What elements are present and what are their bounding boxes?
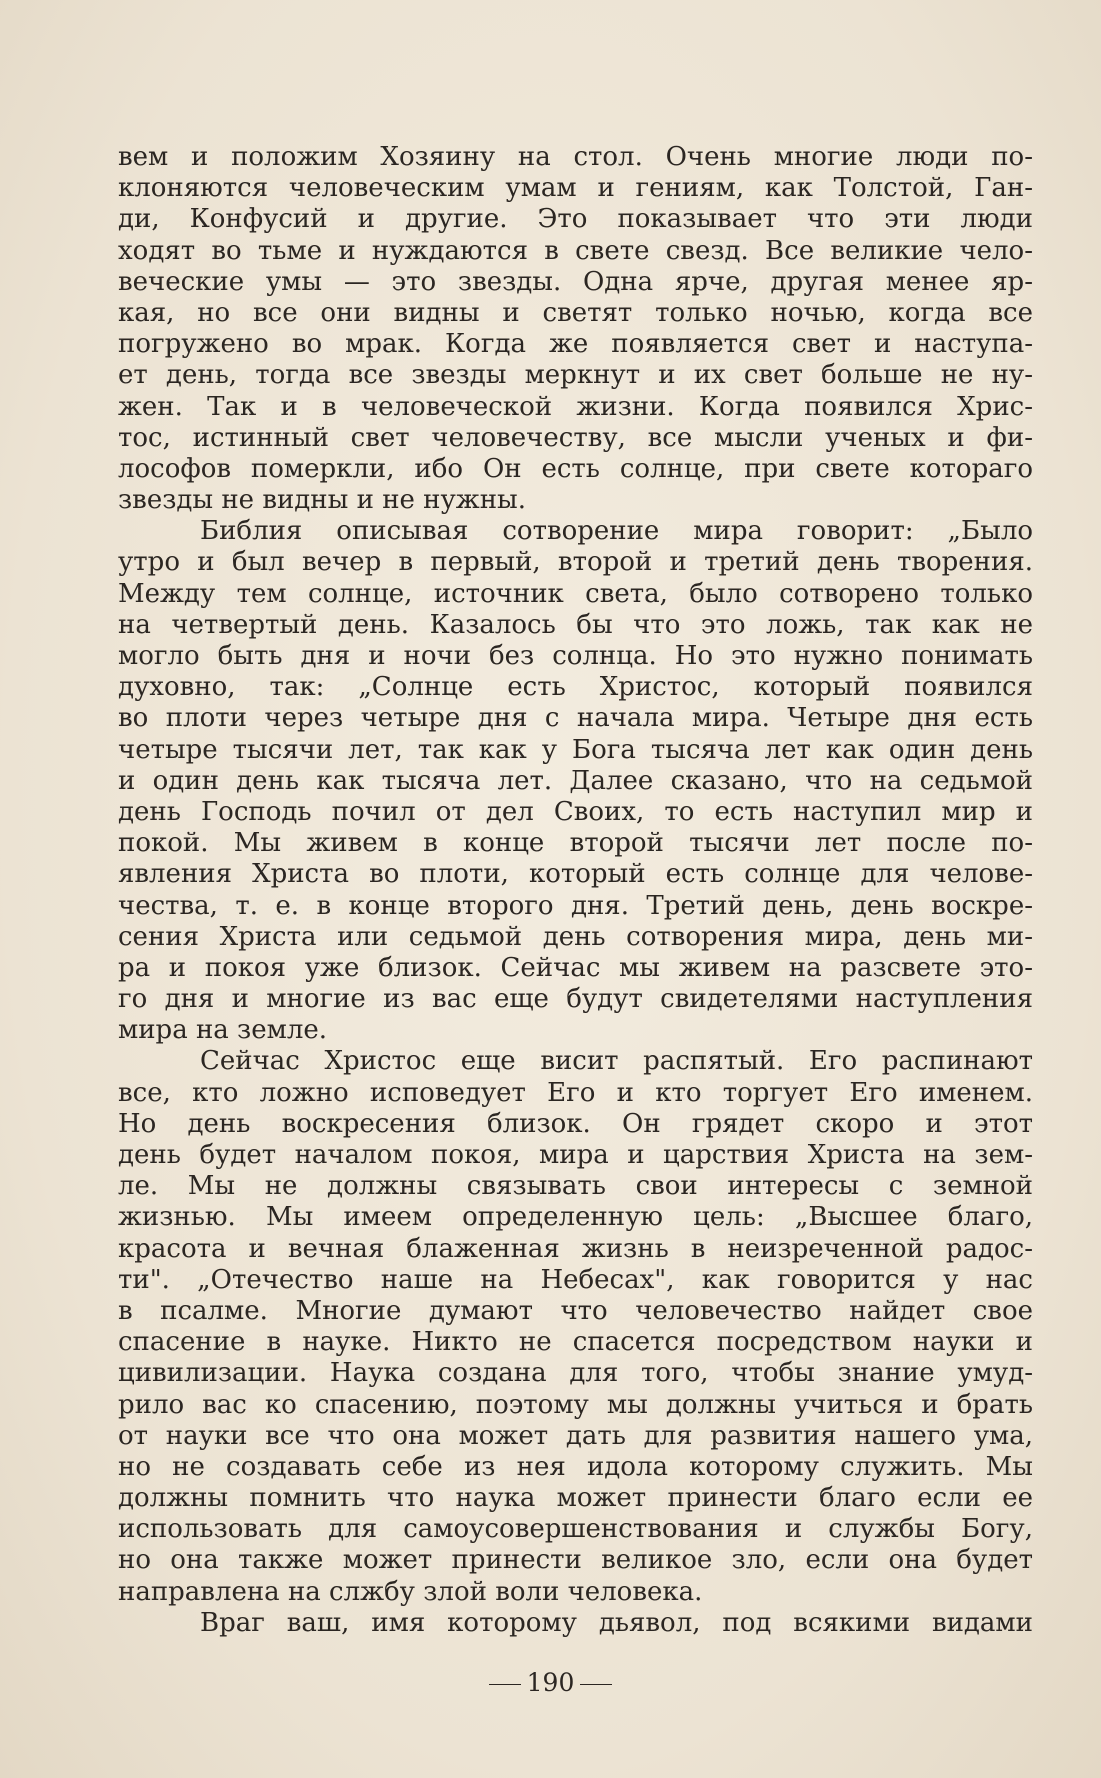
paragraph-start-line: Библия описывая сотворение мира говорит: „Было xyxy=(200,516,1033,547)
text-line: в псалме. Многие думают что человечество найдет свое xyxy=(118,1295,1033,1326)
text-line: направлена на слжбу злой воли человека. xyxy=(118,1576,703,1607)
text-line: клоняются человеческим умам и гениям, как Толстой, Ган- xyxy=(118,173,1033,204)
text-line: ти". „Отечество наше на Небесах", как говорится у нас xyxy=(118,1264,1033,1295)
text-line: погружено во мрак. Когда же появляется свет и наступа- xyxy=(118,329,1033,360)
text-line: спасение в науке. Никто не спасется посредством науки и xyxy=(118,1327,1033,1358)
text-line: цивилизации. Наука создана для того, чтобы знание умуд- xyxy=(118,1358,1033,1389)
text-line: вем и положим Хозяину на стол. Очень многие люди по- xyxy=(118,142,1033,172)
text-line: веческие умы — это звезды. Одна ярче, другая менее яр- xyxy=(118,266,1033,297)
text-line: могло быть дня и ночи без солнца. Но это нужно понимать xyxy=(118,641,1033,671)
text-line: но она также может принести великое зло, если она будет xyxy=(118,1545,1033,1576)
text-line: чества, т. е. в конце второго дня. Третий день, день воскре- xyxy=(118,890,1033,921)
text-line: день будет началом покоя, мира и царствия Христа на зем- xyxy=(118,1140,1033,1170)
text-line: ра и покоя уже близок. Сейчас мы живем на разсвете это- xyxy=(118,952,1033,983)
text-line: утро и был вечер в первый, второй и третий день творения. xyxy=(118,547,1033,578)
text-line: но не создавать себе из нея идола которому служить. Мы xyxy=(118,1451,1033,1482)
text-line: ле. Мы не должны связывать свои интересы с земной xyxy=(118,1171,1033,1202)
text-line: четыре тысячи лет, так как у Бога тысяча лет как один день xyxy=(118,734,1033,765)
text-line: во плоти через четыре дня с начала мира. Четыре дня есть xyxy=(118,703,1033,734)
paragraph-start-line: Враг ваш, имя которому дьявол, под всякими видами xyxy=(200,1607,1033,1638)
text-line: тос, истинный свет человечеству, все мысли ученых и фи- xyxy=(118,422,1033,453)
text-line: духовно, так: „Солнце есть Христос, который появился xyxy=(118,672,1033,703)
text-line: использовать для самоусовершенствования и службы Богу, xyxy=(118,1514,1033,1545)
paragraph-start-line: Сейчас Христос еще висит распятый. Его распинают xyxy=(200,1046,1033,1077)
text-line: рило вас ко спасению, поэтому мы должны учиться и брать xyxy=(118,1389,1033,1420)
text-line: все, кто ложно исповедует Его и кто торгует Его именем. xyxy=(118,1077,1033,1108)
text-line: Между тем солнце, источник света, было сотворено только xyxy=(118,578,1033,609)
text-line: явления Христа во плоти, который есть солнце для челове- xyxy=(118,859,1033,890)
page-number-dash-left xyxy=(489,1684,521,1685)
text-line: ходят во тьме и нуждаются в свете свезд. Все великие чело- xyxy=(118,235,1033,266)
text-line: лософов померкли, ибо Он есть солнце, при свете котораго xyxy=(118,453,1033,484)
text-line: день Господь почил от дел Своих, то есть наступил мир и xyxy=(118,796,1033,827)
text-line: жизнью. Мы имеем определенную цель: „Высшее благо, xyxy=(118,1202,1033,1233)
text-line: на четвертый день. Казалось бы что это ложь, так как не xyxy=(118,609,1033,640)
text-line: покой. Мы живем в конце второй тысячи лет после по- xyxy=(118,828,1033,859)
text-line: и один день как тысяча лет. Далее сказано, что на седьмой xyxy=(118,765,1033,796)
text-line: жен. Так и в человеческой жизни. Когда появился Хрис- xyxy=(118,391,1033,422)
text-line: ет день, тогда все звезды меркнут и их свет больше не ну- xyxy=(118,360,1033,391)
text-line: от науки все что она может дать для развития нашего ума, xyxy=(118,1420,1033,1451)
text-line: звезды не видны и не нужны. xyxy=(118,485,527,516)
text-line: Но день воскресения близок. Он грядет скоро и этот xyxy=(118,1108,1033,1139)
body-text xyxy=(118,142,1033,1639)
text-line: мира на земле. xyxy=(118,1015,328,1046)
text-line: красота и вечная блаженная жизнь в неизреченной радос- xyxy=(118,1233,1033,1264)
page-number-value: 190 xyxy=(526,1668,575,1697)
text-line: ди, Конфусий и другие. Это показывает что эти люди xyxy=(118,204,1033,235)
text-line: сения Христа или седьмой день сотворения мира, день ми- xyxy=(118,921,1033,952)
page-number xyxy=(0,1668,1101,1697)
text-line: го дня и многие из вас еще будут свидетелями наступления xyxy=(118,984,1033,1015)
text-line: кая, но все они видны и светят только ночью, когда все xyxy=(118,297,1033,328)
page-number-dash-right xyxy=(580,1684,612,1685)
text-line: должны помнить что наука может принести благо если ее xyxy=(118,1483,1033,1514)
